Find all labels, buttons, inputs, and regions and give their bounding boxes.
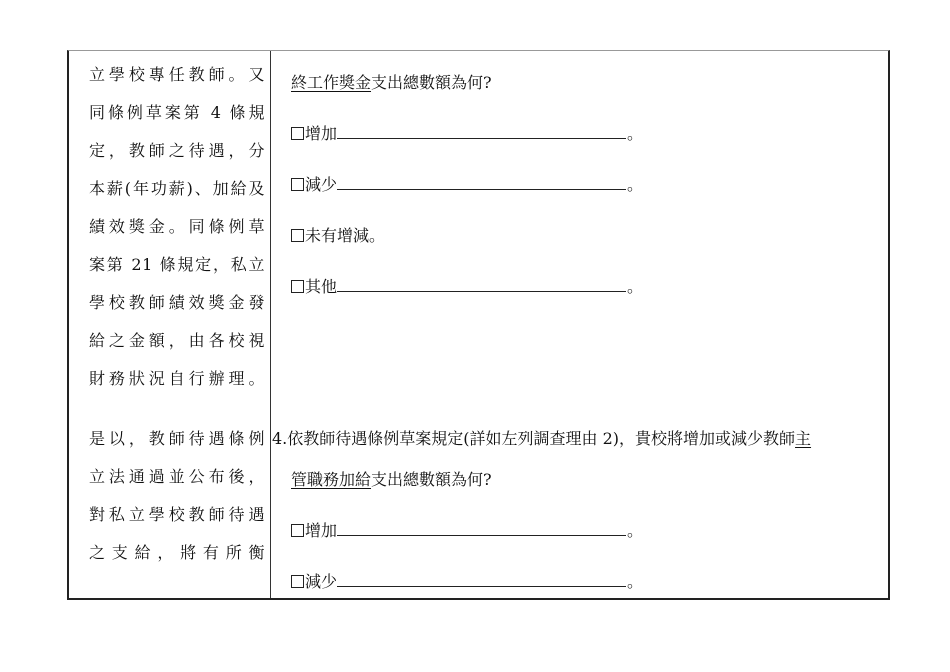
checkbox[interactable] <box>291 229 304 242</box>
reason-line: 是以，教師待遇條例 <box>89 429 265 448</box>
reason-line: 立法通過並公布後， <box>89 467 265 486</box>
option-label: 減少 <box>305 175 338 194</box>
reason-line: 財務狀況自行辦理。 <box>89 369 265 388</box>
checkbox[interactable] <box>291 280 304 293</box>
q3-option-increase[interactable] <box>291 122 643 146</box>
reason-line: 案第 21 條規定，私立 <box>89 255 265 274</box>
reason-line: 給之金額，由各校視 <box>89 331 265 350</box>
option-label: 增加 <box>305 124 338 143</box>
q3-option-other[interactable] <box>291 275 643 299</box>
fill-blank[interactable] <box>337 276 626 292</box>
q4-underlined-term: 主 <box>795 429 812 448</box>
q3-option-decrease[interactable] <box>291 173 643 197</box>
checkbox[interactable] <box>291 575 304 588</box>
checkbox[interactable] <box>291 127 304 140</box>
option-label: 未有增減。 <box>305 226 386 245</box>
q4-option-increase[interactable] <box>291 519 643 543</box>
reason-line: 本薪(年功薪)、加給及 <box>89 179 265 198</box>
reason-line: 之支給，將有所衡 <box>89 543 265 562</box>
reason-line: 定，教師之待遇，分 <box>89 141 265 160</box>
q3-underlined-term: 終工作獎金 <box>291 73 372 92</box>
q4-prompt-text: 支出總數額為何? <box>371 470 492 489</box>
reason-line: 績效獎金。同條例草 <box>89 217 265 236</box>
checkbox[interactable] <box>291 524 304 537</box>
fill-blank[interactable] <box>337 174 626 190</box>
q3-prompt-text: 支出總數額為何? <box>371 73 492 92</box>
q3-prompt <box>291 71 492 95</box>
option-end: 。 <box>627 521 644 540</box>
q4-prompt-text: 4.依教師待遇條例草案規定(詳如左列調查理由 2)，貴校將增加或減少教師 <box>272 429 796 448</box>
checkbox[interactable] <box>291 178 304 191</box>
reason-line: 立學校專任教師。又 <box>89 65 265 84</box>
q4-option-decrease[interactable] <box>291 570 643 594</box>
option-label: 其他 <box>305 277 338 296</box>
reason-column <box>69 51 270 598</box>
reason-line: 同條例草案第 4 條規 <box>89 103 265 122</box>
question-column <box>271 51 890 598</box>
q4-underlined-term: 管職務加給 <box>291 470 372 489</box>
option-end: 。 <box>627 572 644 591</box>
q3-option-no-change[interactable] <box>291 224 385 248</box>
q4-prompt-line2 <box>291 468 492 492</box>
reason-line: 學校教師績效獎金發 <box>89 293 265 312</box>
reason-line: 對私立學校教師待遇 <box>89 505 265 524</box>
option-end: 。 <box>627 124 644 143</box>
option-end: 。 <box>627 175 644 194</box>
option-label: 增加 <box>305 521 338 540</box>
fill-blank[interactable] <box>337 571 626 587</box>
fill-blank[interactable] <box>337 123 626 139</box>
option-end: 。 <box>627 277 644 296</box>
survey-table <box>67 50 890 600</box>
fill-blank[interactable] <box>337 520 626 536</box>
option-label: 減少 <box>305 572 338 591</box>
q4-prompt-line1 <box>272 427 811 451</box>
